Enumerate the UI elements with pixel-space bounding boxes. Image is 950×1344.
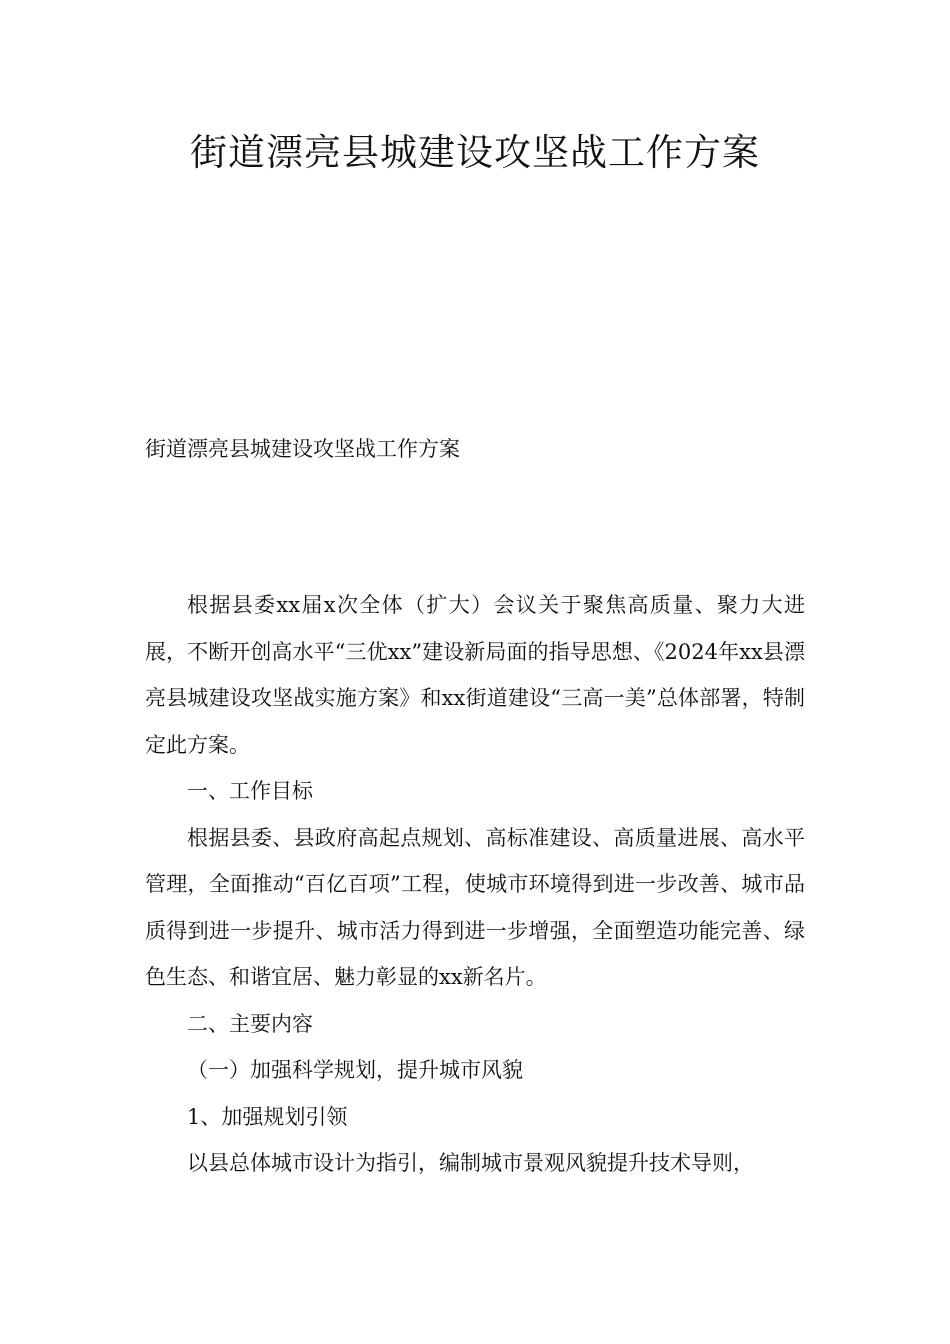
document-title: 街道漂亮县城建设攻坚战工作方案 bbox=[190, 131, 760, 174]
intro-paragraph: 根据县委xx届x次全体（扩大）会议关于聚焦高质量、聚力大进展，不断开创高水平“三优xx”建设新局面的指导思想、《2024年xx县漂亮县城建设攻坚战实施方案》和xx街道建设“三高一美”总体部署，特制定此方案。 bbox=[145, 593, 805, 757]
item-heading-planning-guidance: 1、加强规划引领 bbox=[187, 1104, 348, 1129]
goals-paragraph: 根据县委、县政府高起点规划、高标准建设、高质量进展、高水平管理，全面推动“百亿百项”工程，使城市环境得到进一步改善、城市品质得到进一步提升、城市活力得到进一步增强，全面塑造功能完善、绿色生态、和谐宜居、魅力彰显的xx新名片。 bbox=[145, 825, 805, 989]
document-subtitle: 街道漂亮县城建设攻坚战工作方案 bbox=[145, 437, 460, 461]
planning-paragraph: 以县总体城市设计为指引，编制城市景观风貌提升技术导则， bbox=[187, 1151, 754, 1175]
section-heading-content: 二、主要内容 bbox=[187, 1011, 313, 1036]
subsection-heading-planning: （一）加强科学规划，提升城市风貌 bbox=[187, 1058, 523, 1082]
document-body bbox=[145, 582, 805, 1187]
section-heading-goals: 一、工作目标 bbox=[187, 779, 313, 803]
